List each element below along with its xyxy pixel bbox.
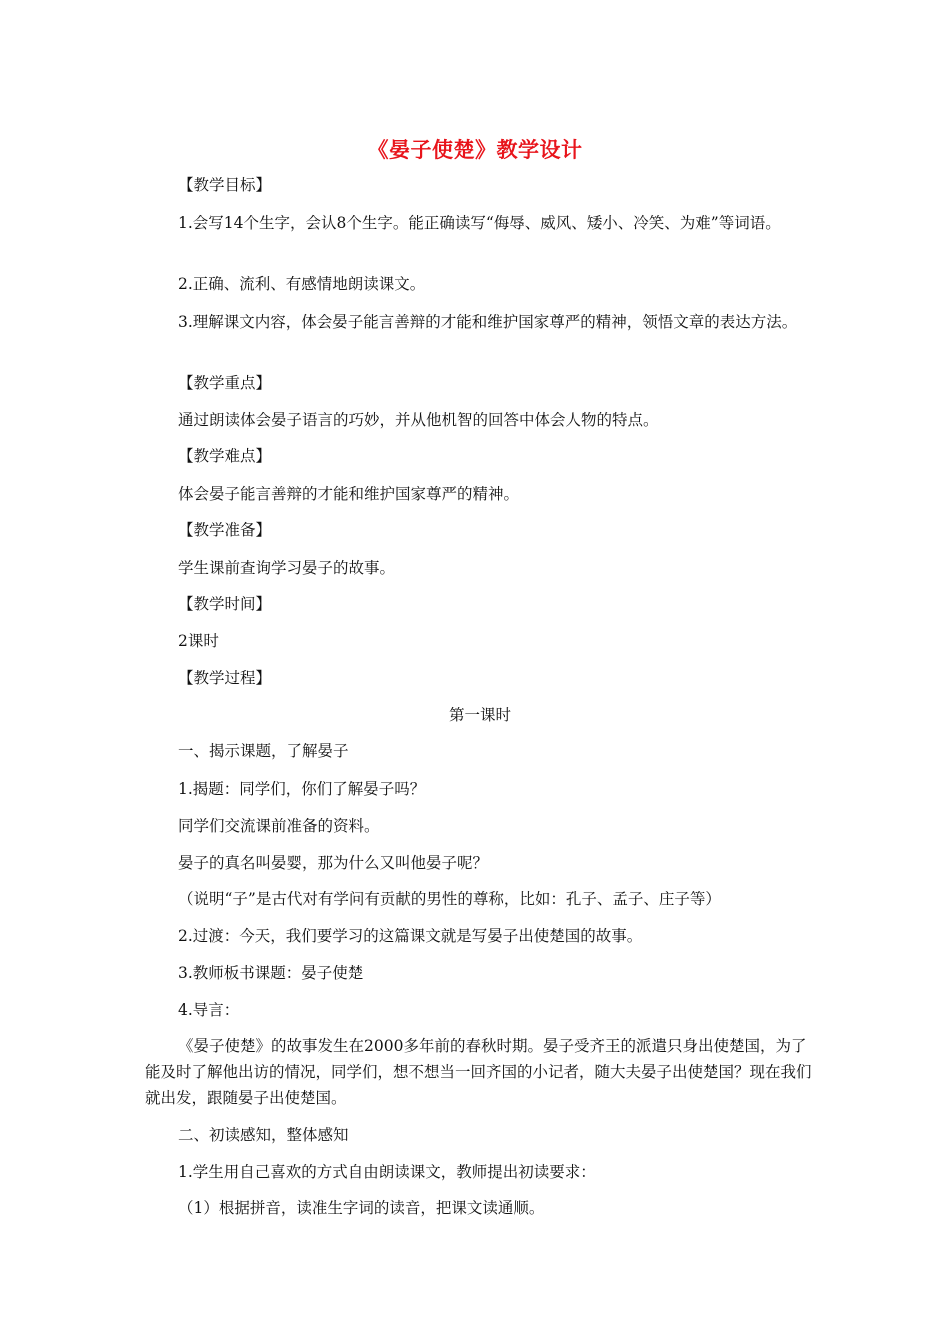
paragraph: （说明“子”是古代对有学问有贡献的男性的尊称，比如：孔子、孟子、庄子等） bbox=[178, 890, 721, 908]
paragraph: 1.会写14个生字，会认8个生字。能正确读写“侮辱、威风、矮小、冷笑、为难”等词语。 bbox=[178, 214, 781, 232]
paragraph: 3.教师板书课题：晏子使楚 bbox=[178, 964, 364, 982]
paragraph: 1.学生用自己喜欢的方式自由朗读课文，教师提出初读要求： bbox=[178, 1163, 596, 1181]
paragraph: 《晏子使楚》的故事发生在2000多年前的春秋时期。晏子受齐王的派遣只身出使楚国，为了能及时了解他出访的情况，同学们，想不想当一回齐国的小记者，随大夫晏子出使楚国？现在我们就出发，跟随晏子出使楚国。 bbox=[145, 1037, 812, 1107]
paragraph: 3.理解课文内容，体会晏子能言善辩的才能和维护国家尊严的精神，领悟文章的表达方法。 bbox=[178, 313, 798, 331]
paragraph: 【教学准备】 bbox=[178, 521, 272, 539]
paragraph: 【教学难点】 bbox=[178, 447, 272, 465]
paragraph: 晏子的真名叫晏婴，那为什么又叫他晏子呢？ bbox=[178, 854, 489, 872]
paragraph: 一、揭示课题，了解晏子 bbox=[178, 742, 349, 760]
paragraph: 【教学重点】 bbox=[178, 374, 272, 392]
paragraph: 4.导言： bbox=[178, 1001, 240, 1019]
paragraph: 通过朗读体会晏子语言的巧妙，并从他机智的回答中体会人物的特点。 bbox=[178, 411, 659, 429]
paragraph: 1.揭题：同学们，你们了解晏子吗？ bbox=[178, 780, 426, 798]
paragraph: 体会晏子能言善辩的才能和维护国家尊严的精神。 bbox=[178, 485, 520, 503]
paragraph: 2.过渡：今天，我们要学习的这篇课文就是写晏子出使楚国的故事。 bbox=[178, 927, 643, 945]
paragraph: 2.正确、流利、有感情地朗读课文。 bbox=[178, 275, 426, 293]
paragraph: 学生课前查询学习晏子的故事。 bbox=[178, 559, 396, 577]
paragraph: 同学们交流课前准备的资料。 bbox=[178, 817, 380, 835]
paragraph: 二、初读感知，整体感知 bbox=[178, 1126, 349, 1144]
document-title: 《晏子使楚》教学设计 bbox=[367, 137, 583, 162]
paragraph: 【教学过程】 bbox=[178, 669, 272, 687]
section-heading: 第一课时 bbox=[448, 706, 511, 724]
paragraph: （1）根据拼音，读准生字词的读音，把课文读通顺。 bbox=[178, 1199, 545, 1217]
paragraph: 2课时 bbox=[178, 632, 219, 650]
paragraph: 【教学时间】 bbox=[178, 595, 272, 613]
paragraph: 【教学目标】 bbox=[178, 176, 272, 194]
